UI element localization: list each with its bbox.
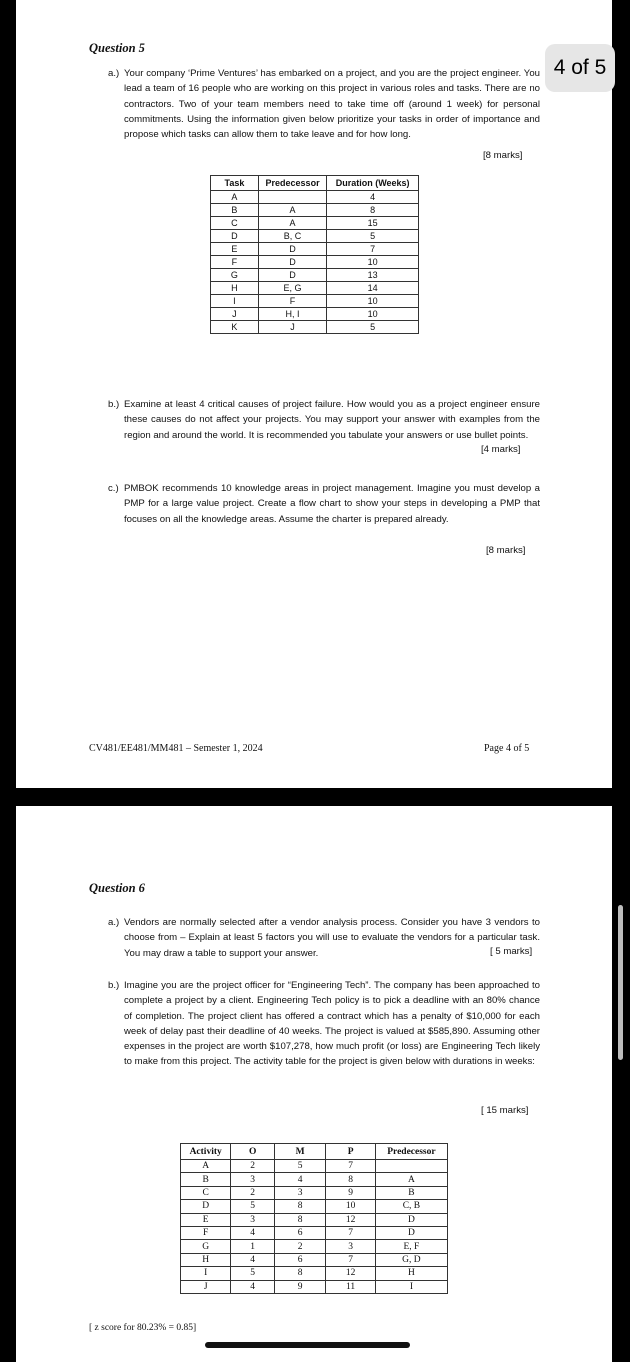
table-cell: I xyxy=(375,1280,447,1293)
table-cell: 4 xyxy=(327,191,419,204)
table-cell: 8 xyxy=(274,1267,325,1280)
header-optimistic: O xyxy=(231,1144,275,1160)
header-pessimistic: P xyxy=(326,1144,375,1160)
table-cell: A xyxy=(258,204,326,217)
table-cell: F xyxy=(181,1226,231,1239)
task-row xyxy=(211,204,419,217)
footer-course: CV481/EE481/MM481 – Semester 1, 2024 xyxy=(89,743,263,754)
activity-table xyxy=(180,1143,448,1294)
q5b-label: b.) xyxy=(108,399,120,410)
table-cell: 13 xyxy=(327,269,419,282)
table-cell: 9 xyxy=(326,1186,375,1199)
activity-table-header xyxy=(181,1144,448,1160)
q5a-marks: [8 marks] xyxy=(483,150,523,161)
table-cell: 3 xyxy=(274,1186,325,1199)
q6b-text: Imagine you are the project officer for “Engineering Tech”. The company has been approached to complete a project by a client. Engineering Tech policy is to pick a deadline with an 80% chance of completion. The project client has offered a contract which has a penalty of $10,000 for each week of delay past their deadline of 40 weeks. The project is valued at $585,890. Assuming other expenses in the project are worth $107,278, how much profit (or loss) are Engineering Tech likely to make from this project. The activity table for the project is given below with durations in weeks: xyxy=(124,980,540,1068)
table-cell: I xyxy=(181,1267,231,1280)
header-predecessor: Predecessor xyxy=(258,176,326,191)
table-cell: 11 xyxy=(326,1280,375,1293)
question-6-heading: Question 6 xyxy=(89,881,145,895)
table-cell: 12 xyxy=(326,1267,375,1280)
table-cell: 8 xyxy=(326,1173,375,1186)
activity-row xyxy=(181,1253,448,1266)
table-cell: 10 xyxy=(327,256,419,269)
question-5-heading: Question 5 xyxy=(89,41,145,55)
question-6a xyxy=(108,915,540,961)
table-cell: 10 xyxy=(327,295,419,308)
q6b-label: b.) xyxy=(108,980,120,991)
table-cell: 8 xyxy=(274,1213,325,1226)
task-row xyxy=(211,217,419,230)
table-cell: C xyxy=(181,1186,231,1199)
activity-row xyxy=(181,1173,448,1186)
header-most-likely: M xyxy=(274,1144,325,1160)
scrollbar[interactable] xyxy=(618,905,623,1060)
table-cell: D xyxy=(375,1213,447,1226)
z-score-note: [ z score for 80.23% = 0.85] xyxy=(89,1323,197,1333)
task-row xyxy=(211,282,419,295)
page-indicator-badge: 4 of 5 xyxy=(545,44,615,92)
table-cell: A xyxy=(181,1160,231,1173)
table-cell: H xyxy=(211,282,259,295)
q5a-text: Your company ‘Prime Ventures’ has embarked on a project, and you are the project engineer. You lead a team of 16 people who are working on this project in various roles and tasks. There are no contractors. Two of your team members need to take time off (around 1 week) for personal commitments. Using the information given below prioritize your tasks in order of importance and propose which tasks can allow them to take leave and for how long. xyxy=(124,68,540,141)
task-table xyxy=(210,175,419,334)
table-cell: 3 xyxy=(231,1173,275,1186)
home-indicator[interactable] xyxy=(205,1342,410,1348)
table-cell: 4 xyxy=(231,1280,275,1293)
q6a-text: Vendors are normally selected after a vendor analysis process. Consider you have 3 vendors to choose from – Explain at least 5 factors you will use to evaluate the vendors for a particular task. You may draw a table to support your answer. xyxy=(124,917,540,959)
table-cell: 7 xyxy=(326,1253,375,1266)
question-5b xyxy=(108,397,540,443)
task-row xyxy=(211,243,419,256)
table-cell: E xyxy=(181,1213,231,1226)
table-cell: H, I xyxy=(258,308,326,321)
table-cell: 14 xyxy=(327,282,419,295)
task-row xyxy=(211,191,419,204)
question-5c xyxy=(108,481,540,527)
q6a-marks: [ 5 marks] xyxy=(490,946,533,957)
table-cell: E xyxy=(211,243,259,256)
footer-page-number: Page 4 of 5 xyxy=(484,743,530,754)
q5b-marks: [4 marks] xyxy=(481,444,521,455)
table-cell: J xyxy=(258,321,326,334)
table-cell: K xyxy=(211,321,259,334)
exam-page-5 xyxy=(16,806,612,1362)
table-cell: H xyxy=(181,1253,231,1266)
activity-row xyxy=(181,1267,448,1280)
table-cell: G, D xyxy=(375,1253,447,1266)
table-cell: 10 xyxy=(326,1200,375,1213)
table-cell: D xyxy=(258,243,326,256)
task-row xyxy=(211,230,419,243)
table-cell: B xyxy=(181,1173,231,1186)
table-cell: B xyxy=(211,204,259,217)
table-cell: D xyxy=(211,230,259,243)
activity-row xyxy=(181,1186,448,1199)
table-cell: C xyxy=(211,217,259,230)
table-cell: F xyxy=(258,295,326,308)
task-row xyxy=(211,308,419,321)
task-table-header xyxy=(211,176,419,191)
table-cell: D xyxy=(375,1226,447,1239)
table-cell: J xyxy=(181,1280,231,1293)
table-cell: 10 xyxy=(327,308,419,321)
table-cell: G xyxy=(181,1240,231,1253)
q5b-text: Examine at least 4 critical causes of project failure. How would you as a project engineer ensure these causes do not affect your projects. You may support your answer with examples from the region and around the world. It is recommended you tabulate your answers or use bullet points. xyxy=(124,399,540,441)
table-cell: J xyxy=(211,308,259,321)
task-row xyxy=(211,295,419,308)
table-cell: 2 xyxy=(231,1160,275,1173)
table-cell: D xyxy=(258,269,326,282)
table-cell: 3 xyxy=(231,1213,275,1226)
header-task: Task xyxy=(211,176,259,191)
table-cell: 2 xyxy=(231,1186,275,1199)
table-cell: F xyxy=(211,256,259,269)
table-cell: 3 xyxy=(326,1240,375,1253)
table-cell: 9 xyxy=(274,1280,325,1293)
header-predecessor: Predecessor xyxy=(375,1144,447,1160)
header-duration: Duration (Weeks) xyxy=(327,176,419,191)
activity-row xyxy=(181,1200,448,1213)
activity-row xyxy=(181,1240,448,1253)
table-cell: 8 xyxy=(274,1200,325,1213)
activity-row xyxy=(181,1280,448,1293)
task-row xyxy=(211,256,419,269)
q5c-marks: [8 marks] xyxy=(486,545,526,556)
task-row xyxy=(211,321,419,334)
activity-row xyxy=(181,1226,448,1239)
table-cell: G xyxy=(211,269,259,282)
table-cell: 6 xyxy=(274,1253,325,1266)
table-cell xyxy=(375,1160,447,1173)
table-cell: 5 xyxy=(327,321,419,334)
task-row xyxy=(211,269,419,282)
table-cell: E, F xyxy=(375,1240,447,1253)
header-activity: Activity xyxy=(181,1144,231,1160)
table-cell: 15 xyxy=(327,217,419,230)
table-cell: 7 xyxy=(327,243,419,256)
q5c-label: c.) xyxy=(108,483,119,494)
q6b-marks: [ 15 marks] xyxy=(481,1105,529,1116)
table-cell: B, C xyxy=(258,230,326,243)
q5c-text: PMBOK recommends 10 knowledge areas in project management. Imagine you must develop a PMP for a large value project. Create a flow chart to show your steps in developing a PMP that focuses on all the knowledge areas. Assume the charter is prepared already. xyxy=(124,483,540,525)
table-cell: 4 xyxy=(231,1226,275,1239)
table-cell: 5 xyxy=(231,1267,275,1280)
table-cell: B xyxy=(375,1186,447,1199)
table-cell: E, G xyxy=(258,282,326,295)
table-cell: C, B xyxy=(375,1200,447,1213)
table-cell: 4 xyxy=(231,1253,275,1266)
question-6b xyxy=(108,978,540,1070)
activity-row xyxy=(181,1213,448,1226)
table-cell: 7 xyxy=(326,1226,375,1239)
table-cell: 1 xyxy=(231,1240,275,1253)
table-cell: 5 xyxy=(231,1200,275,1213)
table-cell: 7 xyxy=(326,1160,375,1173)
table-cell: I xyxy=(211,295,259,308)
table-cell: 2 xyxy=(274,1240,325,1253)
table-cell: 8 xyxy=(327,204,419,217)
table-cell: A xyxy=(258,217,326,230)
q6a-label: a.) xyxy=(108,917,120,928)
table-cell: 12 xyxy=(326,1213,375,1226)
table-cell: 5 xyxy=(327,230,419,243)
table-cell xyxy=(258,191,326,204)
table-cell: A xyxy=(375,1173,447,1186)
table-cell: D xyxy=(181,1200,231,1213)
table-cell: 6 xyxy=(274,1226,325,1239)
q5a-label: a.) xyxy=(108,68,120,79)
activity-row xyxy=(181,1160,448,1173)
table-cell: H xyxy=(375,1267,447,1280)
exam-page-4 xyxy=(16,0,612,788)
table-cell: A xyxy=(211,191,259,204)
table-cell: 5 xyxy=(274,1160,325,1173)
table-cell: 4 xyxy=(274,1173,325,1186)
question-5a xyxy=(108,66,540,142)
table-cell: D xyxy=(258,256,326,269)
